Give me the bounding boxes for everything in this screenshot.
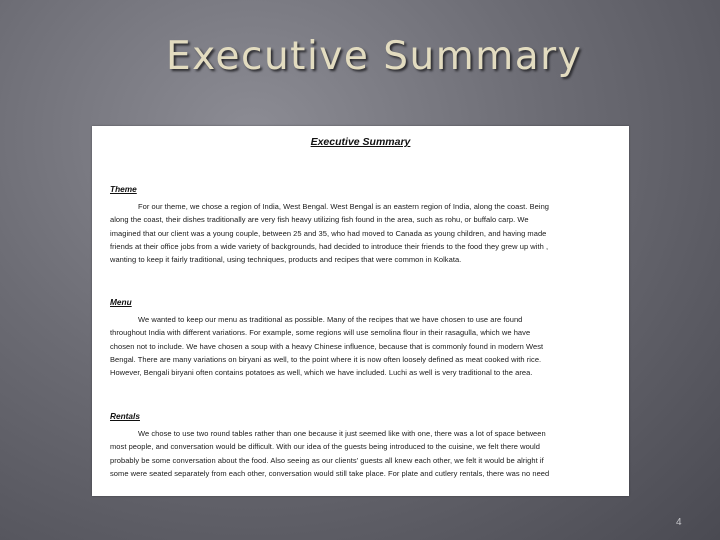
document-image <box>92 126 629 496</box>
paragraph-line: imagined that our client was a young couple, between 25 and 35, who had moved to Canada as young children, and having made <box>110 228 547 238</box>
paragraph-line: friends at their office jobs from a wide variety of backgrounds, had decided to introduce their friends to the food they grew up with , <box>110 241 549 251</box>
section-paragraph-menu <box>110 313 615 379</box>
paragraph-line: probably be some conversation about the food. Also seeing as our clients' guests all knew each other, we felt it would be alright if <box>110 455 544 465</box>
paragraph-line: throughout India with different variations. For example, some regions will use semolina flour in their rasagulla, which we have <box>110 328 531 338</box>
document-title: Executive Summary <box>310 136 411 148</box>
slide-title: Executive Summary <box>166 34 583 79</box>
section-heading-menu: Menu <box>110 297 132 307</box>
section-theme <box>110 184 615 266</box>
paragraph-line: along the coast, their dishes traditionally are very fish heavy utilizing fish found in the area, such as rohu, or buffalo carp. We <box>110 215 529 225</box>
paragraph-line: We chose to use two round tables rather than one because it just seemed like with one, there was a lot of space between <box>138 429 546 438</box>
paragraph-line: Bengal. There are many variations on biryani as well, to the point where it is now often loosely defined as meat cooked with rice. <box>110 354 542 364</box>
paragraph-line: wanting to keep it fairly traditional, using techniques, products and recipes that were common in Kolkata. <box>110 255 462 265</box>
paragraph-line: some were seated separately from each other, conversation would still take place. For plate and cutlery rentals, there was no need <box>110 468 550 478</box>
section-paragraph-rentals <box>110 427 615 480</box>
section-rentals <box>110 411 615 480</box>
section-heading-theme: Theme <box>110 184 137 194</box>
paragraph-line: chosen not to include. We have chosen a soup with a heavy Chinese influence, because that is commonly found in modern West <box>110 341 544 351</box>
page-number: 4 <box>676 517 682 528</box>
paragraph-line: We wanted to keep our menu as traditional as possible. Many of the recipes that we have chosen to use are found <box>138 315 523 324</box>
section-heading-rentals: Rentals <box>110 411 140 421</box>
paragraph-line: However, Bengali biryani often contains potatoes as well, which we have included. Luchi as well is very traditional to the area. <box>110 368 533 378</box>
section-menu <box>110 297 615 379</box>
paragraph-line: most people, and conversation would be difficult. With our idea of the guests being introduced to the cuisine, we felt there would <box>110 442 540 452</box>
paragraph-line: For our theme, we chose a region of India, West Bengal. West Bengal is an eastern region of India, along the coast. Being <box>138 202 550 211</box>
section-paragraph-theme <box>110 200 615 266</box>
